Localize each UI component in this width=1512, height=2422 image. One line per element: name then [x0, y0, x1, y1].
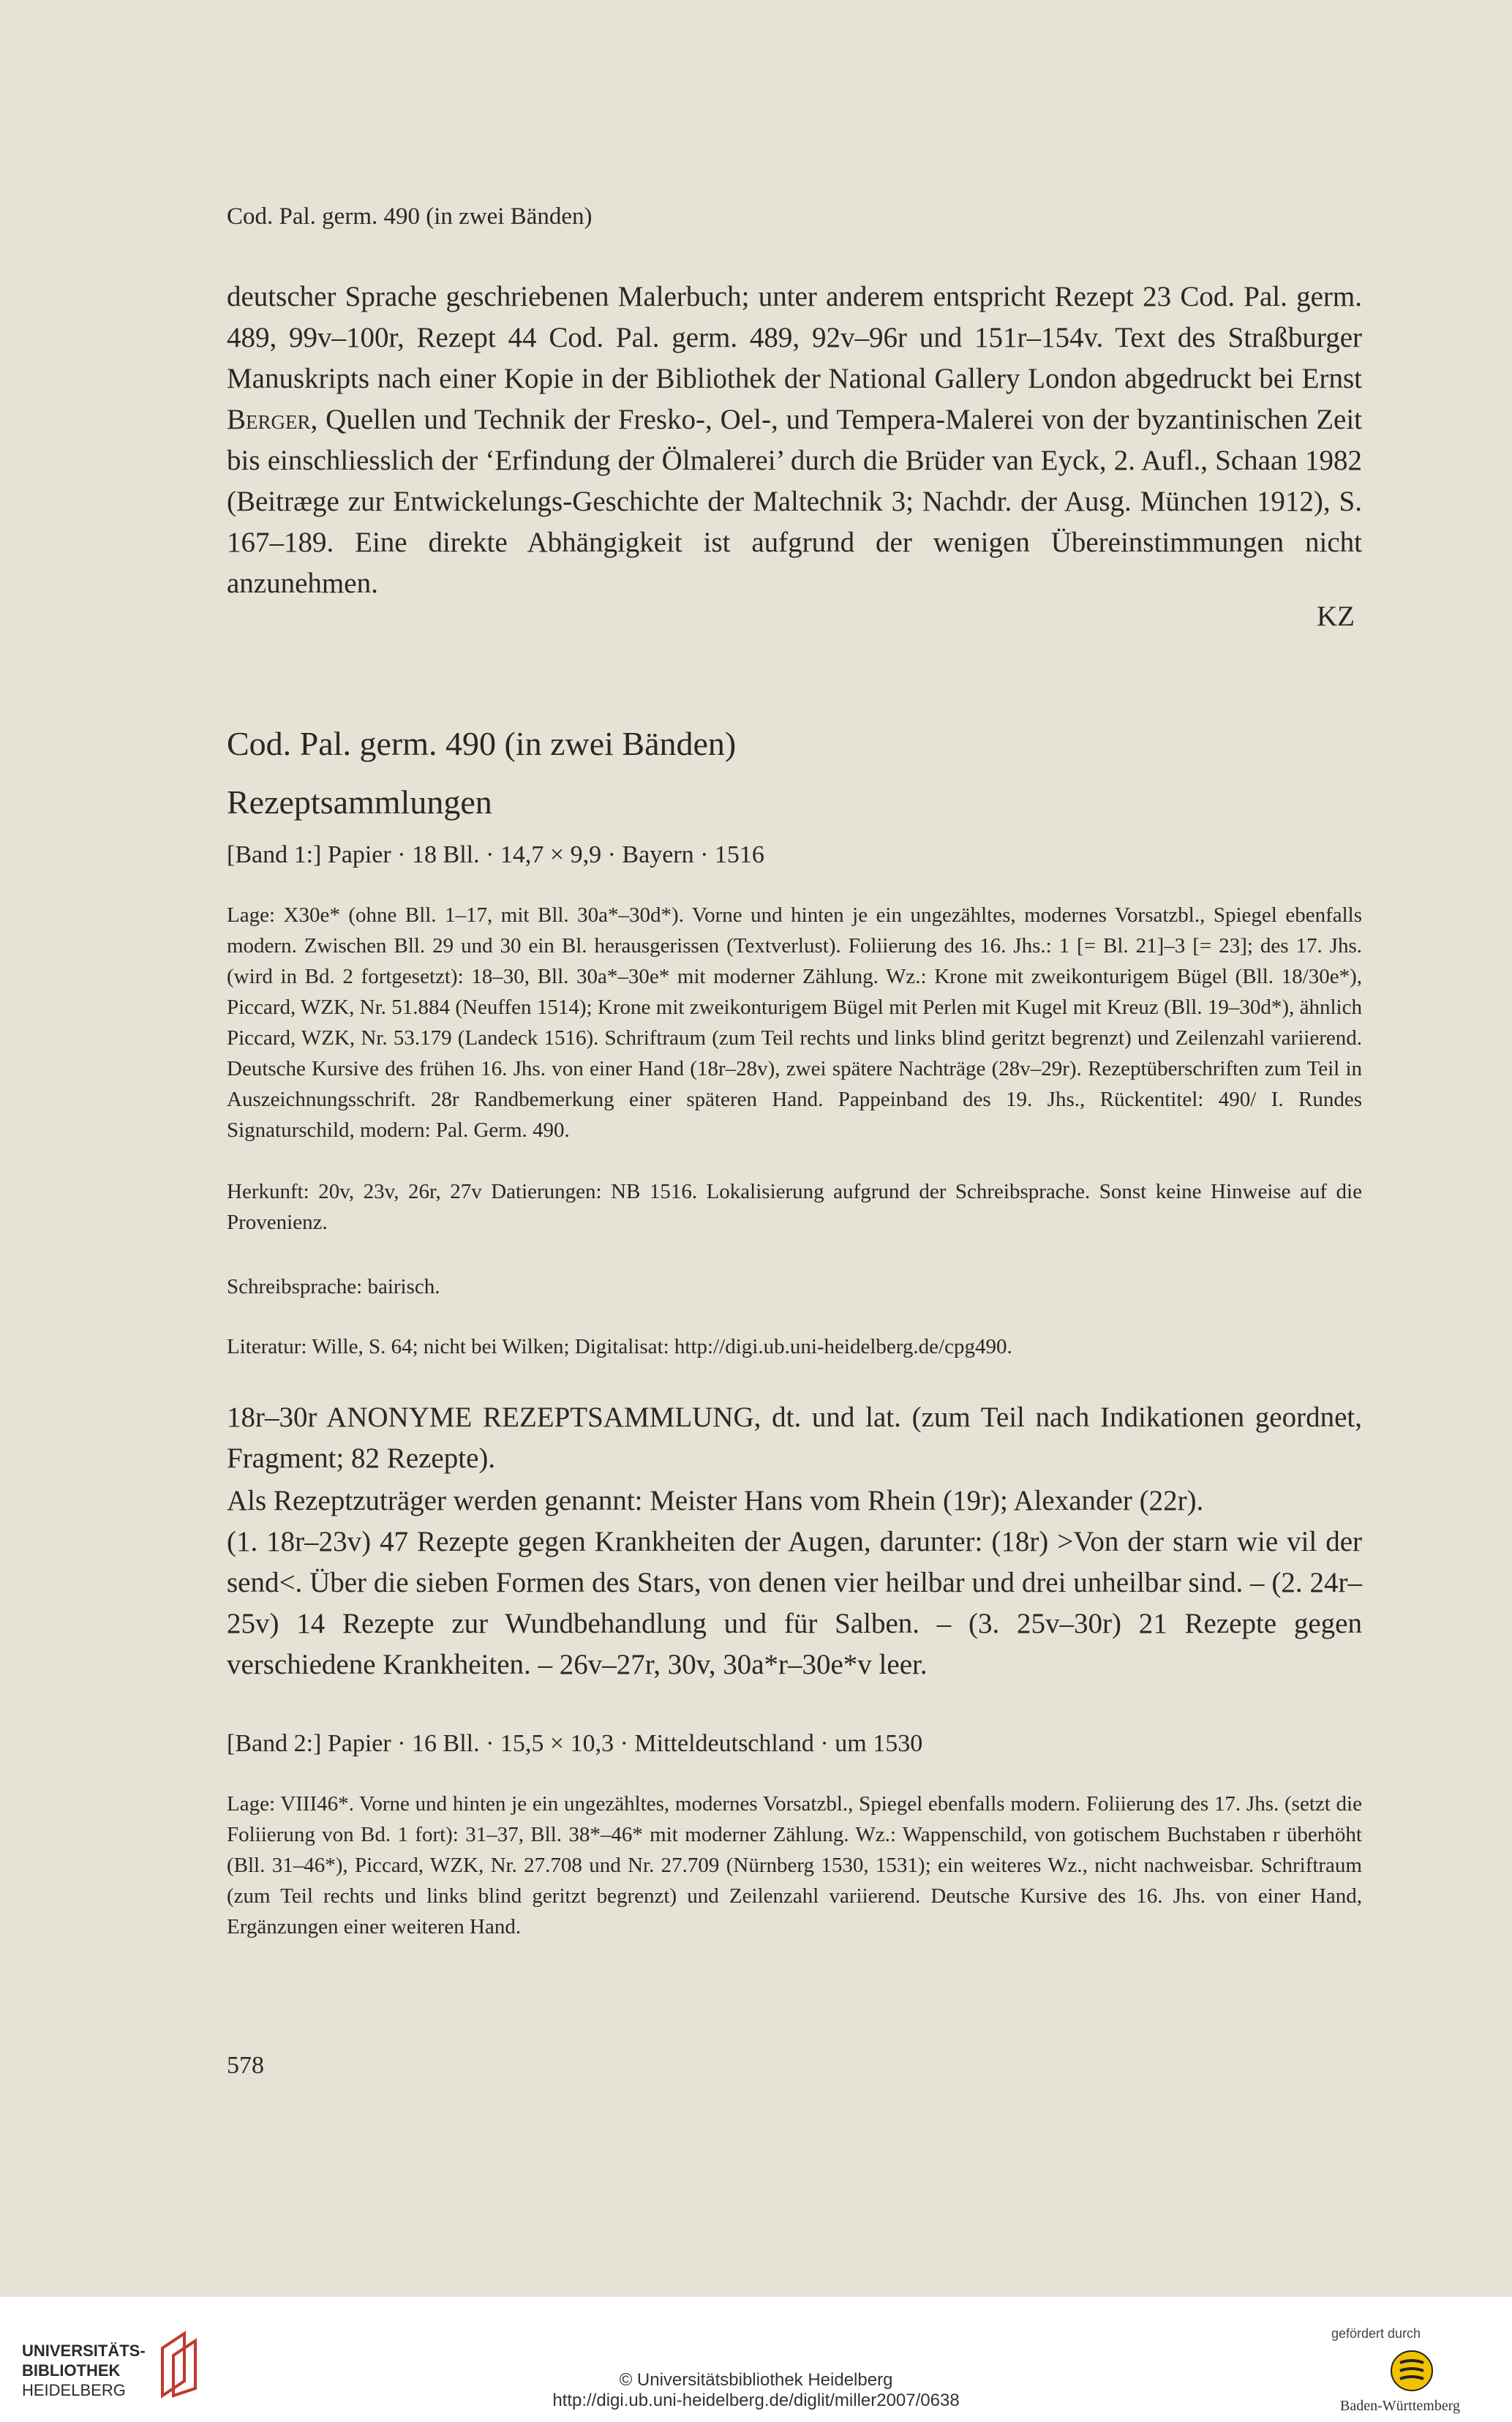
viewer-footer [0, 2297, 1512, 2422]
band2-heading: [Band 2:] Papier · 16 Bll. · 15,5 × 10,3 · Mitteldeutschland · um 1530 [227, 1730, 923, 1757]
continuation-text-2: , Quellen und Technik der Fresko-, Oel-, und Tempera-Malerei von der byzantinischen Zeit bis einschliesslich der ‘Erfindung der Ölmalerei’ durch die Brüder van Eyck, 2. Aufl., Schaan 1982 (Beitræge zur Entwickelungs-Geschichte der Maltechnik 3; Nachdr. der Ausg. München 1912), S. 167–189. Eine direkte Abhängigkeit ist aufgrund der wenigen Übereinstimmungen nicht anzunehmen. [227, 404, 1362, 599]
continuation-text-1: deutscher Sprache geschriebenen Malerbuch; unter anderem entspricht Rezept 23 Cod. Pal. germ. 489, 99v–100r, Rezept 44 Cod. Pal. germ. 489, 92v–96r und 151r–154v. Text des Straßburger Manuskripts nach einer Kopie in der Bibliothek der National Gallery London abgedruckt bei Ernst [227, 281, 1362, 394]
content-recipes: (1. 18r–23v) 47 Rezepte gegen Krankheiten der Augen, darunter: (18r) >Von der starn wie vil der send<. Über die sieben Formen des Stars, von denen vier heilbar und drei unheilbar sind. – (2. 24r–25v) 14 Rezepte zur Wundbehandlung und für Salben. – (3. 25v–30r) 21 Rezepte gegen verschiedene Krankheiten. – 26v–27r, 30v, 30a*r–30e*v leer. [227, 1526, 1362, 1680]
author-name: Berger [227, 404, 311, 435]
band1-herkunft: Herkunft: 20v, 23v, 26r, 27v Datierungen: NB 1516. Lokalisierung aufgrund der Schreibsprache. Sonst keine Hinweise auf die Provenienz. [227, 1180, 1362, 1234]
page-number: 578 [227, 2052, 264, 2079]
permalink-url[interactable]: http://digi.ub.uni-heidelberg.de/diglit/miller2007/0638 [552, 2391, 960, 2410]
library-name-line3: HEIDELBERG [22, 2381, 126, 2399]
band1-lage: Lage: X30e* (ohne Bll. 1–17, mit Bll. 30a*–30d*). Vorne und hinten je ein ungezähltes, modernes Vorsatzbl., Spiegel ebenfalls modern. Zwischen Bll. 29 und 30 ein Bl. herausgerissen (Textverlust). Foliierung des 16. Jhs.: 1 [= Bl. 21]–3 [= 23]; des 17. Jhs. (wird in Bd. 2 fortgesetzt): 18–30, Bll. 30a*–30e* mit moderner Zählung. Wz.: Krone mit zweikonturigem Bügel (Bll. 18/30e*), Piccard, WZK, Nr. 51.884 (Neuffen 1514); Krone mit zweikonturigem Bügel mit Perlen mit Kugel mit Kreuz (Bll. 19–30d*), ähnlich Piccard, WZK, Nr. 53.179 (Landeck 1516). Schriftraum (zum Teil rechts und links blind geritzt begrenzt) und Zeilenzahl variierend. Deutsche Kursive des frühen 16. Jhs. von einer Hand (18r–28v), zwei spätere Nachträge (28v–29r). Rezeptüberschriften zum Teil in Auszeichnungsschrift. 28r Randbemerkung einer späteren Hand. Pappeinband des 19. Jhs., Rückentitel: 490/ I. Rundes Signaturschild, modern: Pal. Germ. 490. [227, 903, 1362, 1142]
band1-literatur: Literatur: Wille, S. 64; nicht bei Wilken; Digitalisat: http://digi.ub.uni-heidelberg.de/cpg490. [227, 1335, 1012, 1358]
author-initials: KZ [1317, 601, 1355, 632]
continuation-paragraph [227, 277, 1362, 604]
entry-title: Cod. Pal. germ. 490 (in zwei Bänden) [227, 725, 737, 762]
baden-wuerttemberg-coat-of-arms-icon [1390, 2350, 1434, 2396]
funded-by-label: gefördert durch [1331, 2326, 1421, 2341]
entry-subtitle: Rezeptsammlungen [227, 783, 492, 821]
running-head: Cod. Pal. germ. 490 (in zwei Bänden) [227, 203, 593, 230]
content-contributors: Als Rezeptzuträger werden genannt: Meister Hans vom Rhein (19r); Alexander (22r). [227, 1485, 1204, 1516]
library-name-line2: BIBLIOTHEK [22, 2361, 121, 2380]
band2-lage: Lage: VIII46*. Vorne und hinten je ein ungezähltes, modernes Vorsatzbl., Spiegel ebenfalls modern. Foliierung des 17. Jhs. (setzt die Foliierung von Bd. 1 fort): 31–37, Bll. 38*–46* mit moderner Zählung. Wz.: Wappenschild, von gotischem Buchstaben r überhöht (Bll. 31–46*), Piccard, WZK, Nr. 27.708 und Nr. 27.709 (Nürnberg 1530, 1531); ein weiteres Wz., nicht nachweisbar. Schriftraum (zum Teil rechts und links blind geritzt begrenzt) und Zeilenzahl variierend. Deutsche Kursive des 16. Jhs. von einer Hand, Ergänzungen einer weiteren Hand. [227, 1792, 1362, 1938]
content-heading: 18r–30r ANONYME REZEPTSAMMLUNG, dt. und lat. (zum Teil nach Indikationen geordnet, Fragment; 82 Rezepte). [227, 1402, 1362, 1474]
band1-heading: [Band 1:] Papier · 18 Bll. · 14,7 × 9,9 · Bayern · 1516 [227, 841, 764, 868]
band1-schreibsprache: Schreibsprache: bairisch. [227, 1275, 440, 1298]
library-name-line1: UNIVERSITÄTS- [22, 2342, 146, 2360]
copyright-notice: © Universitätsbibliothek Heidelberg [619, 2370, 893, 2390]
funder-name: Baden-Württemberg [1340, 2398, 1461, 2414]
